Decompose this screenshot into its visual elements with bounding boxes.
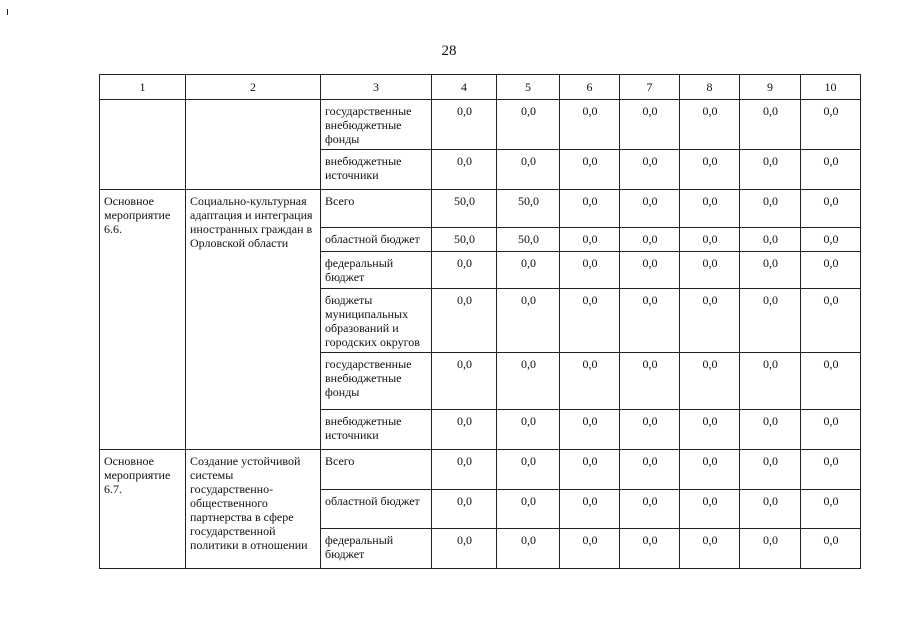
value-cell: 0,0: [497, 490, 560, 529]
value-cell: 0,0: [680, 100, 740, 150]
value-cell: 0,0: [432, 289, 497, 353]
value-cell: 0,0: [801, 190, 861, 228]
funding-source-cell: бюджеты муниципальных образований и городских округов: [321, 289, 432, 353]
value-cell: 0,0: [740, 410, 801, 450]
header-cell: 3: [321, 75, 432, 100]
value-cell: 0,0: [620, 490, 680, 529]
value-cell: 0,0: [497, 100, 560, 150]
value-cell: 0,0: [620, 353, 680, 410]
value-cell: 0,0: [740, 252, 801, 289]
value-cell: 0,0: [740, 529, 801, 569]
header-cell: 7: [620, 75, 680, 100]
value-cell: 0,0: [801, 410, 861, 450]
value-cell: 50,0: [497, 190, 560, 228]
value-cell: 0,0: [497, 252, 560, 289]
value-cell: 0,0: [560, 252, 620, 289]
table-row: [100, 450, 861, 490]
header-cell: 2: [186, 75, 321, 100]
value-cell: 0,0: [740, 228, 801, 252]
value-cell: 0,0: [497, 150, 560, 190]
value-cell: 0,0: [560, 150, 620, 190]
value-cell: 0,0: [740, 190, 801, 228]
value-cell: 0,0: [497, 450, 560, 490]
funding-source-cell: государственные внебюджетные фонды: [321, 353, 432, 410]
header-cell: 1: [100, 75, 186, 100]
funding-source-cell: Всего: [321, 190, 432, 228]
value-cell: 0,0: [801, 529, 861, 569]
value-cell: 0,0: [497, 353, 560, 410]
measure-code-cell: Основное мероприятие 6.6.: [100, 190, 186, 450]
value-cell: 0,0: [560, 100, 620, 150]
value-cell: 0,0: [801, 100, 861, 150]
value-cell: 0,0: [560, 410, 620, 450]
value-cell: 0,0: [680, 150, 740, 190]
value-cell: 0,0: [620, 410, 680, 450]
value-cell: 0,0: [497, 410, 560, 450]
funding-source-cell: внебюджетные источники: [321, 410, 432, 450]
value-cell: 0,0: [560, 228, 620, 252]
measure-code-cell: Основное мероприятие 6.7.: [100, 450, 186, 569]
value-cell: 0,0: [620, 228, 680, 252]
value-cell: 0,0: [432, 529, 497, 569]
value-cell: 0,0: [432, 150, 497, 190]
value-cell: 0,0: [680, 410, 740, 450]
header-cell: 10: [801, 75, 861, 100]
value-cell: 0,0: [432, 490, 497, 529]
value-cell: 0,0: [680, 228, 740, 252]
value-cell: 0,0: [497, 529, 560, 569]
value-cell: 0,0: [620, 529, 680, 569]
value-cell: 50,0: [432, 190, 497, 228]
funding-source-cell: областной бюджет: [321, 228, 432, 252]
budget-table: [99, 74, 861, 569]
value-cell: 0,0: [680, 289, 740, 353]
value-cell: 0,0: [620, 150, 680, 190]
value-cell: 0,0: [740, 490, 801, 529]
value-cell: 0,0: [560, 353, 620, 410]
measure-name-cell: [186, 100, 321, 190]
table-row: [100, 190, 861, 228]
value-cell: 0,0: [801, 252, 861, 289]
value-cell: 0,0: [801, 289, 861, 353]
value-cell: 0,0: [680, 252, 740, 289]
value-cell: 0,0: [560, 450, 620, 490]
value-cell: 0,0: [740, 353, 801, 410]
value-cell: 0,0: [740, 289, 801, 353]
value-cell: 0,0: [560, 529, 620, 569]
value-cell: 0,0: [801, 450, 861, 490]
value-cell: 0,0: [801, 150, 861, 190]
value-cell: 0,0: [740, 100, 801, 150]
value-cell: 0,0: [801, 353, 861, 410]
value-cell: 0,0: [740, 450, 801, 490]
funding-source-cell: областной бюджет: [321, 490, 432, 529]
funding-source-cell: внебюджетные источники: [321, 150, 432, 190]
funding-source-cell: федеральный бюджет: [321, 252, 432, 289]
header-cell: 9: [740, 75, 801, 100]
value-cell: 0,0: [620, 450, 680, 490]
value-cell: 0,0: [680, 490, 740, 529]
value-cell: 0,0: [560, 490, 620, 529]
value-cell: 0,0: [620, 252, 680, 289]
measure-name-cell: Создание устойчивой системы государственно-общественного партнерства в сфере государственной политики в отношении: [186, 450, 321, 569]
page-number: 28: [441, 43, 457, 59]
funding-source-cell: Всего: [321, 450, 432, 490]
value-cell: 0,0: [801, 228, 861, 252]
value-cell: 50,0: [432, 228, 497, 252]
value-cell: 0,0: [497, 289, 560, 353]
table-row: [100, 100, 861, 150]
value-cell: 0,0: [801, 490, 861, 529]
header-cell: 8: [680, 75, 740, 100]
value-cell: 0,0: [432, 410, 497, 450]
value-cell: 0,0: [680, 353, 740, 410]
value-cell: 0,0: [740, 150, 801, 190]
value-cell: 0,0: [620, 190, 680, 228]
measure-code-cell: [100, 100, 186, 190]
value-cell: 0,0: [560, 190, 620, 228]
header-row: [100, 75, 861, 100]
value-cell: 0,0: [432, 100, 497, 150]
value-cell: 0,0: [680, 529, 740, 569]
header-cell: 4: [432, 75, 497, 100]
scan-artifact-mark: [7, 9, 8, 15]
value-cell: 0,0: [432, 353, 497, 410]
value-cell: 50,0: [497, 228, 560, 252]
funding-source-cell: федеральный бюджет: [321, 529, 432, 569]
value-cell: 0,0: [620, 100, 680, 150]
measure-name-cell: Социально-культурная адаптация и интеграция иностранных граждан в Орловской области: [186, 190, 321, 450]
header-cell: 6: [560, 75, 620, 100]
value-cell: 0,0: [432, 252, 497, 289]
value-cell: 0,0: [680, 450, 740, 490]
value-cell: 0,0: [432, 450, 497, 490]
header-cell: 5: [497, 75, 560, 100]
value-cell: 0,0: [620, 289, 680, 353]
funding-source-cell: государственные внебюджетные фонды: [321, 100, 432, 150]
value-cell: 0,0: [680, 190, 740, 228]
value-cell: 0,0: [560, 289, 620, 353]
